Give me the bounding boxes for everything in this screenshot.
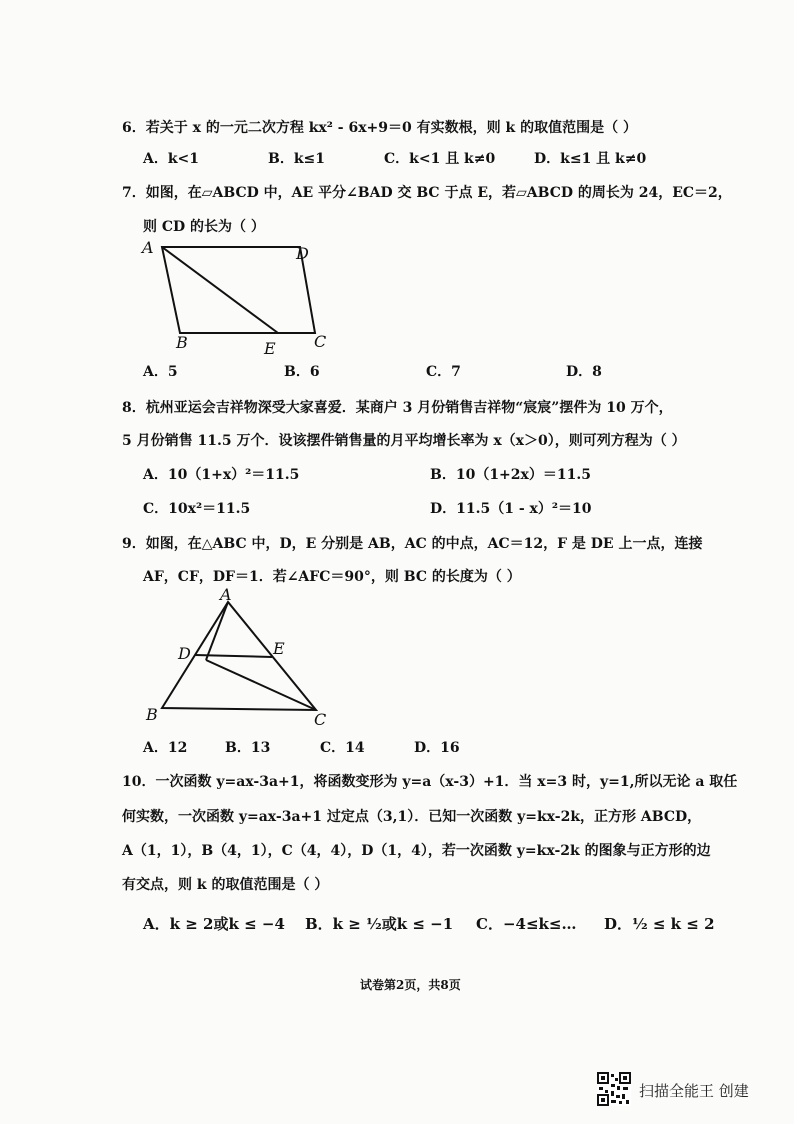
q10-stem-line3: A（1，1），B（4，1），C（4，4），D（1，4），若一次函数 y=kx-2k 的图象与正方形的边 — [122, 843, 711, 859]
label-b: B — [146, 705, 158, 724]
q6-option-b: B．k≤1 — [268, 151, 326, 167]
q9-stem-line1: 9．如图，在△ABC 中，D，E 分别是 AB，AC 的中点，AC＝12，F 是 DE 上一点，连接 — [122, 536, 703, 552]
label-d: D — [178, 644, 191, 663]
q10-option-a: A．k ≥ 2或k ≤ −4 — [143, 915, 285, 933]
q8-option-c: C．10x²＝11.5 — [143, 501, 251, 517]
q8-stem-line1: 8．杭州亚运会吉祥物深受大家喜爱．某商户 3 月份销售吉祥物“宸宸”摆件为 10 万个， — [122, 400, 673, 416]
parallelogram-abcd — [162, 247, 315, 333]
label-b: B — [176, 333, 188, 352]
q9-triangle-figure — [140, 588, 340, 733]
q8-option-d: D．11.5（1 - x）²＝10 — [430, 501, 592, 517]
q6-option-a: A．k<1 — [143, 151, 200, 167]
label-e: E — [273, 639, 285, 658]
q9-option-d: D．16 — [414, 740, 460, 756]
q10-option-c: C．−4≤k≤… — [476, 915, 577, 933]
q6-option-d: D．k≤1 且 k≠0 — [534, 151, 647, 167]
q7-option-d: D．8 — [566, 364, 602, 380]
scanner-watermark: 扫描全能王 创建 — [639, 1082, 749, 1100]
q8-option-a: A．10（1+x）²＝11.5 — [143, 467, 300, 483]
segment-ae — [162, 247, 278, 333]
q7-option-a: A．5 — [143, 364, 178, 380]
q10-option-d: D．½ ≤ k ≤ 2 — [604, 915, 715, 933]
segment-fc — [206, 660, 316, 710]
q7-parallelogram-figure — [140, 235, 350, 360]
q9-option-b: B．13 — [225, 740, 271, 756]
label-c: C — [314, 332, 327, 351]
q10-stem-line2: 何实数，一次函数 y=ax-3a+1 过定点（3,1）．已知一次函数 y=kx-2k，正方形 ABCD， — [122, 809, 702, 825]
q10-stem-line1: 10．一次函数 y=ax-3a+1，将函数变形为 y=a（x-3）+1．当 x=3 时，y=1,所以无论 a 取任 — [122, 774, 738, 790]
q8-stem-line2: 5 月份销售 11.5 万个．设该摆件销售量的月平均增长率为 x（x＞0），则可列方程为（ ） — [122, 433, 686, 449]
q9-stem-line2: AF，CF，DF＝1．若∠AFC＝90°，则 BC 的长度为（ ） — [143, 569, 521, 585]
label-a: A — [220, 588, 232, 604]
q7-stem-line2: 则 CD 的长为（ ） — [143, 219, 265, 235]
q6-option-c: C．k<1 且 k≠0 — [384, 151, 496, 167]
q7-option-c: C．7 — [426, 364, 461, 380]
label-c: C — [314, 710, 327, 729]
label-d: D — [296, 244, 309, 263]
q10-stem-line4: 有交点，则 k 的取值范围是（ ） — [122, 877, 329, 893]
q7-option-b: B．6 — [284, 364, 320, 380]
q8-option-b: B．10（1+2x）＝11.5 — [430, 467, 591, 483]
q9-option-c: C．14 — [320, 740, 365, 756]
label-a: A — [142, 238, 154, 257]
q10-option-b: B．k ≥ ½或k ≤ −1 — [305, 915, 454, 933]
page-footer: 试卷第2页，共8页 — [360, 978, 461, 992]
q6-stem: 6．若关于 x 的一元二次方程 kx² - 6x+9＝0 有实数根，则 k 的取值范围是（ ） — [122, 120, 637, 136]
qr-code-icon — [597, 1072, 631, 1106]
q9-option-a: A．12 — [143, 740, 188, 756]
label-e: E — [264, 339, 276, 358]
q7-stem-line1: 7．如图，在▱ABCD 中，AE 平分∠BAD 交 BC 于点 E，若▱ABCD 的周长为 24，EC＝2， — [122, 185, 732, 201]
